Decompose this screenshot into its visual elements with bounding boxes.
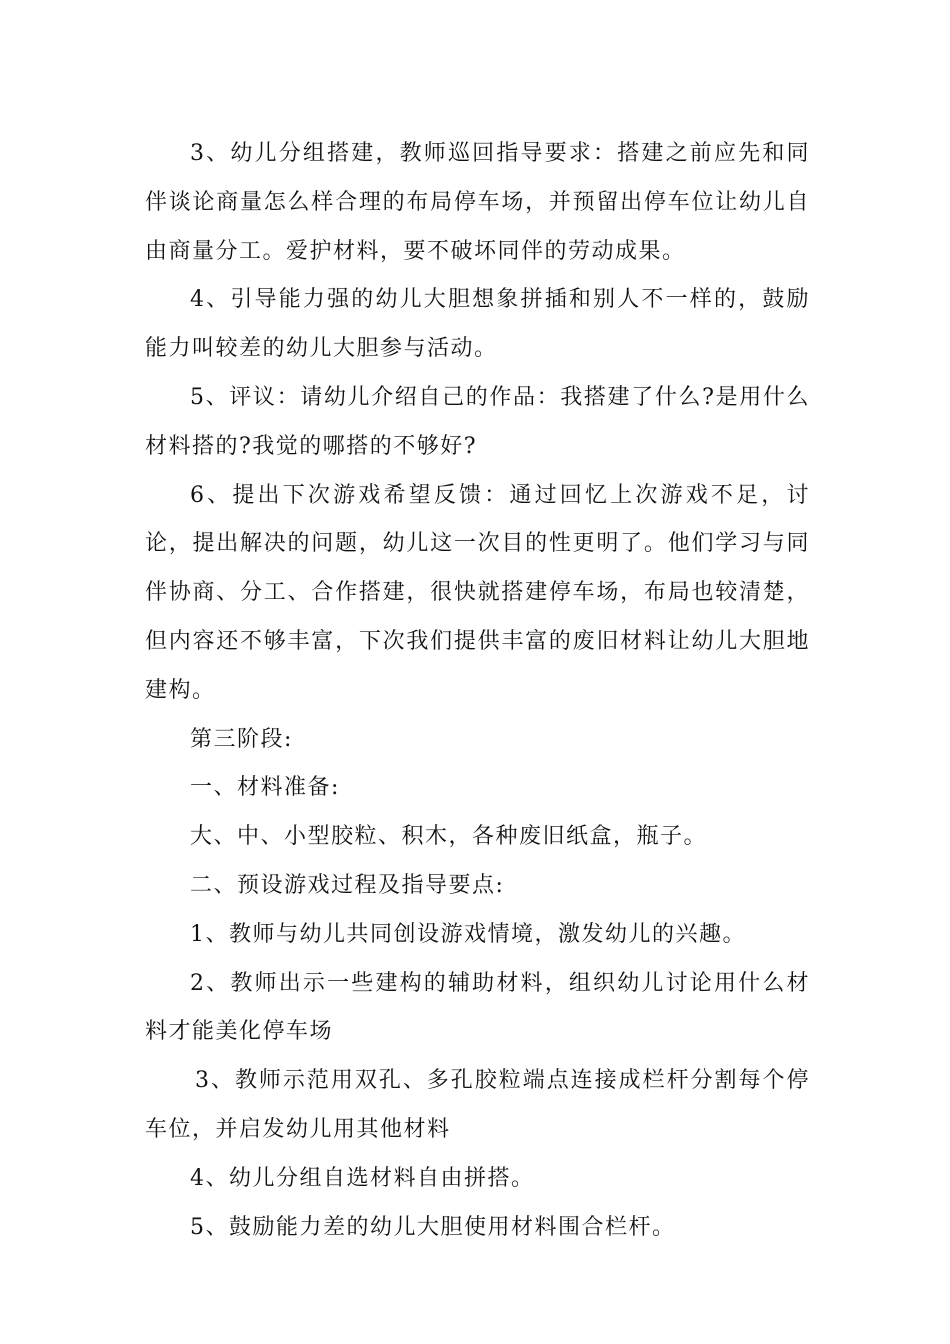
list-item-3: 3、教师示范用双孔、多孔胶粒端点连接成栏杆分割每个停车位，并启发幼儿用其他材料 — [145, 1068, 810, 1142]
list-item-2: 2、教师出示一些建构的辅助材料，组织幼儿讨论用什么材料才能美化停车场 — [145, 970, 810, 1045]
document-body — [145, 130, 810, 1252]
paragraph-materials-list: 大、中、小型胶粒、积木，各种废旧纸盒，瓶子。 — [190, 824, 708, 850]
paragraph-step-6: 6、提出下次游戏希望反馈：通过回忆上次游戏不足，讨论，提出解决的问题，幼儿这一次目的性更明了。他们学习与同伴协商、分工、合作搭建，很快就搭建停车场，布局也较清楚，但内容还不够丰富，下次我们提供丰富的废旧材料让幼儿大胆地建构。 — [145, 482, 810, 703]
list-item-5: 5、鼓励能力差的幼儿大胆使用材料围合栏杆。 — [190, 1214, 676, 1240]
paragraph-step-4: 4、引导能力强的幼儿大胆想象拼插和别人不一样的，鼓励能力叫较差的幼儿大胆参与活动。 — [145, 287, 810, 362]
list-item-4: 4、幼儿分组自选材料自由拼搭。 — [190, 1165, 535, 1191]
subheading-game-process: 二、预设游戏过程及指导要点: — [190, 872, 505, 898]
subheading-materials: 一、材料准备: — [190, 775, 340, 801]
paragraph-step-5: 5、评议：请幼儿介绍自己的作品：我搭建了什么?是用什么材料搭的?我觉的哪搭的不够好? — [145, 384, 810, 459]
paragraph-step-3: 3、幼儿分组搭建，教师巡回指导要求：搭建之前应先和同伴谈论商量怎么样合理的布局停车场，并预留出停车位让幼儿自由商量分工。爱护材料，要不破坏同伴的劳动成果。 — [145, 141, 810, 264]
section-heading-stage-3: 第三阶段: — [190, 726, 293, 752]
list-item-1: 1、教师与幼儿共同创设游戏情境，激发幼儿的兴趣。 — [190, 921, 746, 947]
